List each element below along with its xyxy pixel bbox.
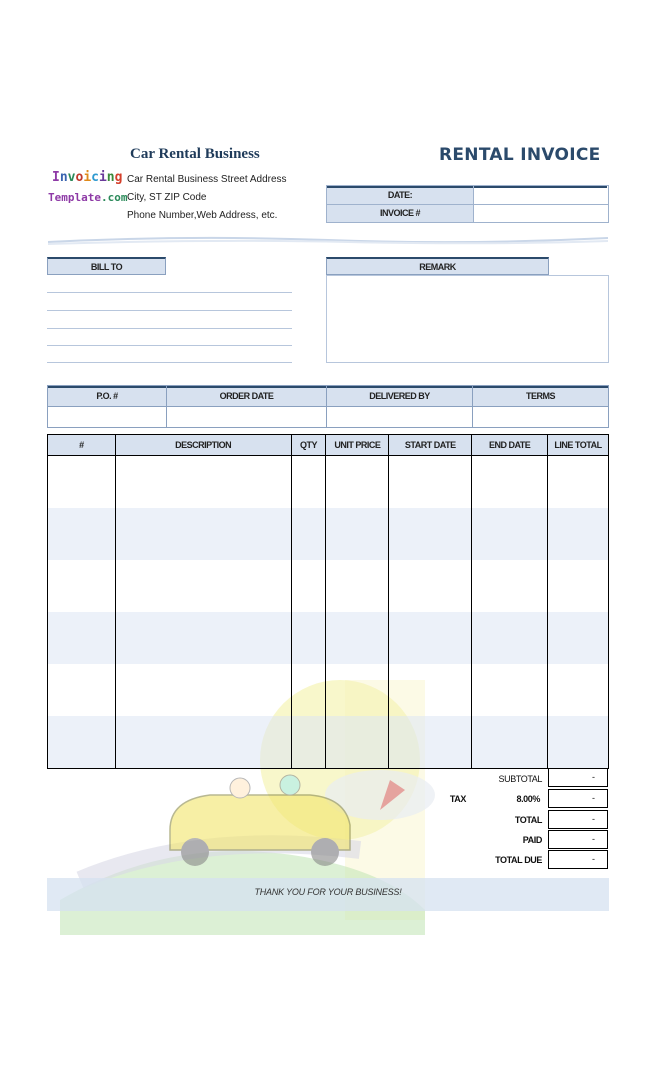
remark-box[interactable] [326,275,609,363]
line-total-header: LINE TOTAL [548,435,609,456]
po-number-header: P.O. # [96,391,118,401]
end-date-header: END DATE [472,435,548,456]
logo-invoicing: Invoicing [52,170,123,185]
total-label: TOTAL [514,815,542,825]
bill-to-line-4[interactable] [47,345,292,346]
order-date-header: ORDER DATE [219,391,274,401]
date-field[interactable] [475,188,607,203]
tax-value: - [548,789,608,808]
thank-you-message: THANK YOU FOR YOUR BUSINESS! [254,887,402,897]
invoice-number-label: INVOICE # [379,208,420,218]
bill-to-line-3[interactable] [47,328,292,329]
company-city: City, ST ZIP Code [127,192,207,203]
total-due-value: - [548,850,608,869]
company-street: Car Rental Business Street Address [127,174,287,185]
bill-to-line-1[interactable] [47,292,292,293]
total-value: - [548,810,608,829]
subtotal-value: - [548,768,608,787]
invoice-title: RENTAL INVOICE [439,145,601,165]
tax-rate[interactable]: 8.00% [516,794,540,804]
bill-to-line-5[interactable] [47,362,292,363]
table-row[interactable] [48,612,609,664]
bill-to-line-2[interactable] [47,310,292,311]
table-row[interactable] [48,508,609,560]
item-number-header: # [48,435,116,456]
remark-label: REMARK [326,257,549,275]
start-date-header: START DATE [389,435,472,456]
table-row[interactable] [48,560,609,612]
order-date-field[interactable] [168,408,325,426]
unit-price-header: UNIT PRICE [326,435,389,456]
company-name: Car Rental Business [130,146,260,162]
table-row[interactable] [48,456,609,509]
line-items-table [47,434,609,769]
terms-header: TERMS [526,391,555,401]
paid-value[interactable]: - [548,830,608,849]
logo-template-com: Template.com [48,191,128,204]
delivered-by-field[interactable] [328,408,471,426]
items-header-row [48,435,609,456]
total-due-label: TOTAL DUE [495,855,542,865]
paid-label: PAID [522,835,542,845]
header-divider-swoosh [48,233,608,247]
description-header: DESCRIPTION [115,435,291,456]
tax-label: TAX [449,794,466,804]
terms-field[interactable] [474,408,607,426]
invoice-meta-box [326,185,609,223]
subtotal-label: SUBTOTAL [498,774,542,784]
order-info-table [47,385,609,428]
bill-to-label: BILL TO [47,257,166,275]
date-label: DATE: [327,190,473,200]
table-row[interactable] [48,716,609,769]
delivered-by-header: DELIVERED BY [369,391,430,401]
qty-header: QTY [291,435,326,456]
po-number-field[interactable] [49,408,165,426]
table-row[interactable] [48,664,609,716]
company-contact: Phone Number,Web Address, etc. [127,210,278,221]
invoice-number-field[interactable] [475,206,607,221]
